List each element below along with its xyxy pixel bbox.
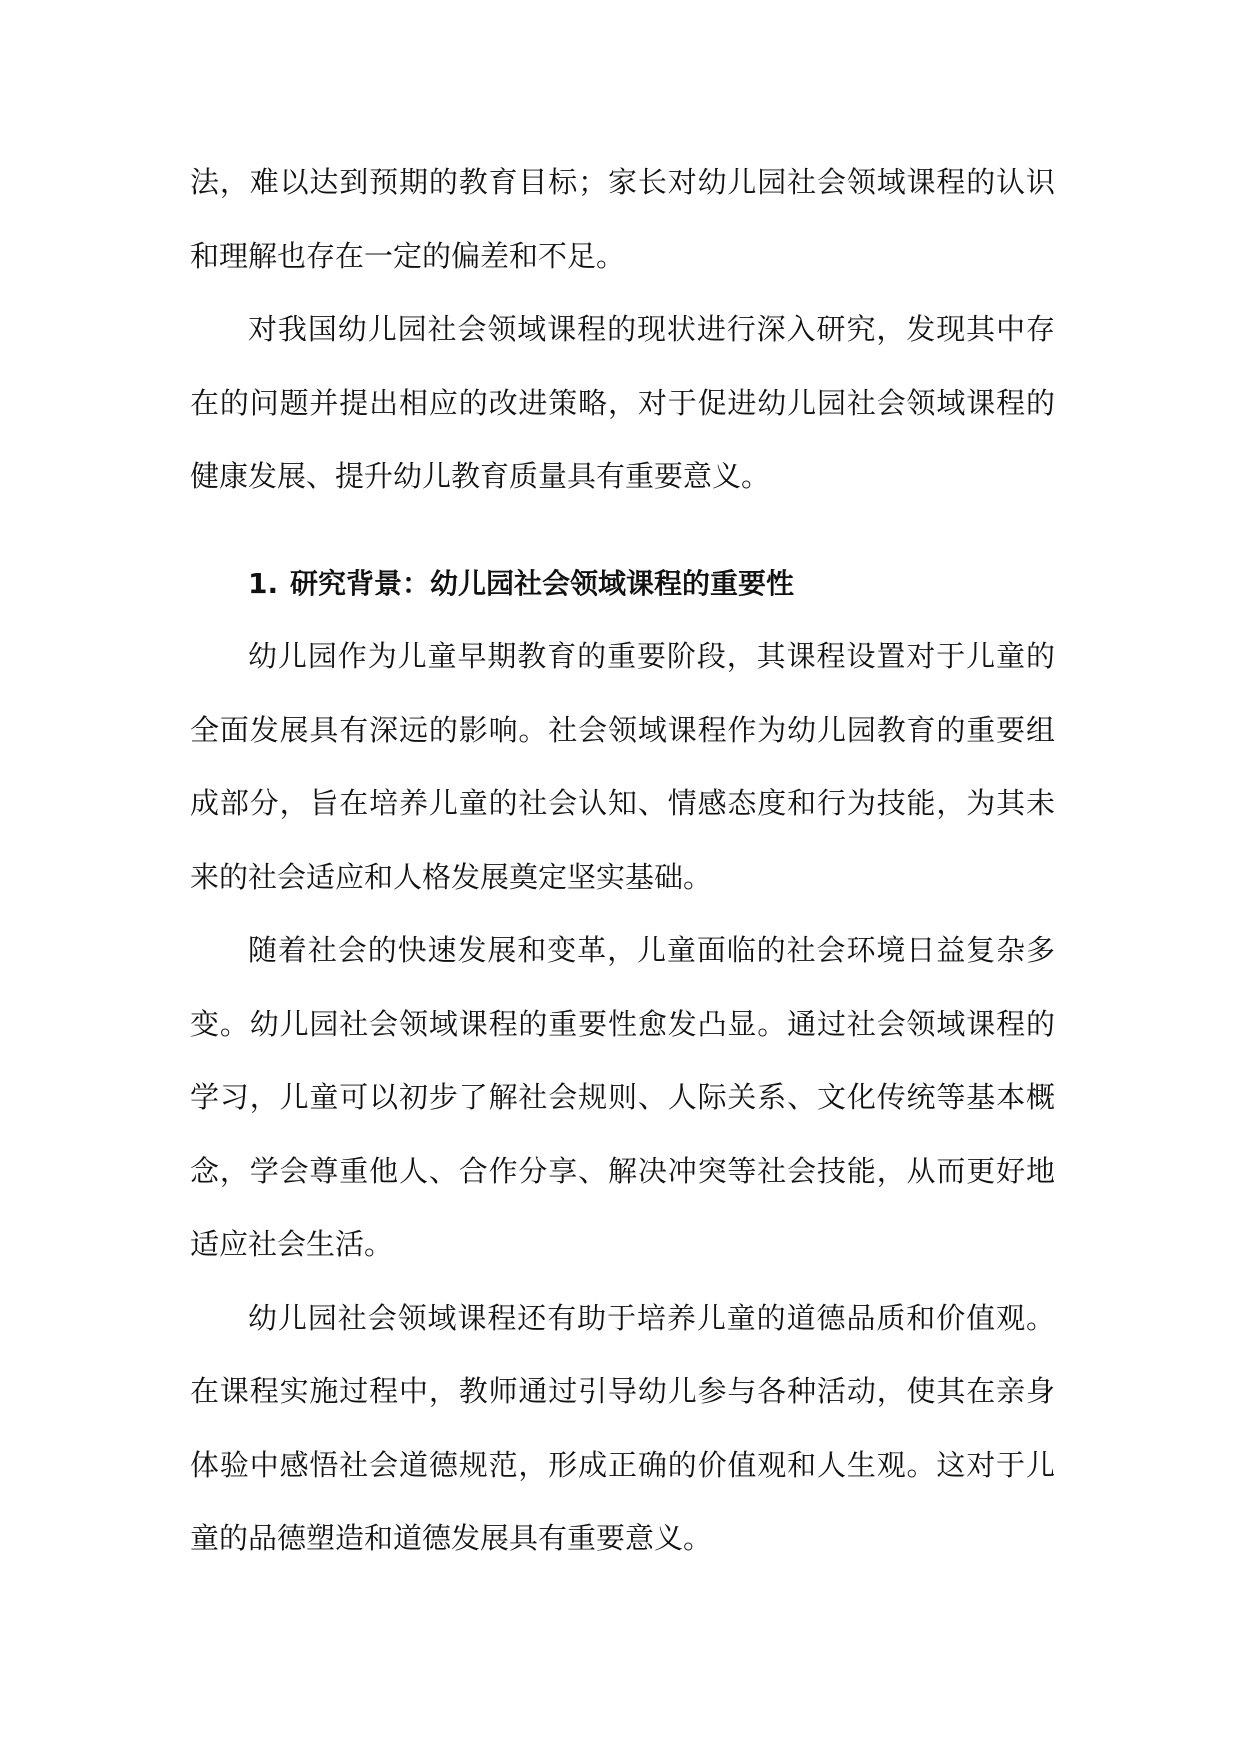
paragraph-background-1: 幼儿园作为儿童早期教育的重要阶段，其课程设置对于儿童的全面发展具有深远的影响。社会领域课程作为幼儿园教育的重要组成部分，旨在培养儿童的社会认知、情感态度和行为技能，为其未来的社会适应和人格发展奠定坚实基础。 bbox=[190, 639, 1055, 894]
spacer bbox=[190, 514, 1055, 547]
paragraph-continuation: 法，难以达到预期的教育目标；家长对幼儿园社会领域课程的认识和理解也存在一定的偏差和不足。 bbox=[190, 165, 1055, 273]
paragraph-research-significance: 对我国幼儿园社会领域课程的现状进行深入研究，发现其中存在的问题并提出相应的改进策略，对于促进幼儿园社会领域课程的健康发展、提升幼儿教育质量具有重要意义。 bbox=[190, 312, 1055, 493]
paragraph-background-2: 随着社会的快速发展和变革，儿童面临的社会环境日益复杂多变。幼儿园社会领域课程的重要性愈发凸显。通过社会领域课程的学习，儿童可以初步了解社会规则、人际关系、文化传统等基本概念，学会尊重他人、合作分享、解决冲突等社会技能，从而更好地适应社会生活。 bbox=[190, 933, 1055, 1261]
section-title: 研究背景：幼儿园社会领域课程的重要性 bbox=[290, 566, 795, 600]
document-body bbox=[190, 146, 1055, 1576]
paragraph-background-3: 幼儿园社会领域课程还有助于培养儿童的道德品质和价值观。在课程实施过程中，教师通过引导幼儿参与各种活动，使其在亲身体验中感悟社会道德规范，形成正确的价值观和人生观。这对于儿童的品德塑造和道德发展具有重要意义。 bbox=[190, 1300, 1055, 1555]
section-heading bbox=[190, 547, 1055, 621]
section-number: 1. bbox=[248, 566, 279, 600]
